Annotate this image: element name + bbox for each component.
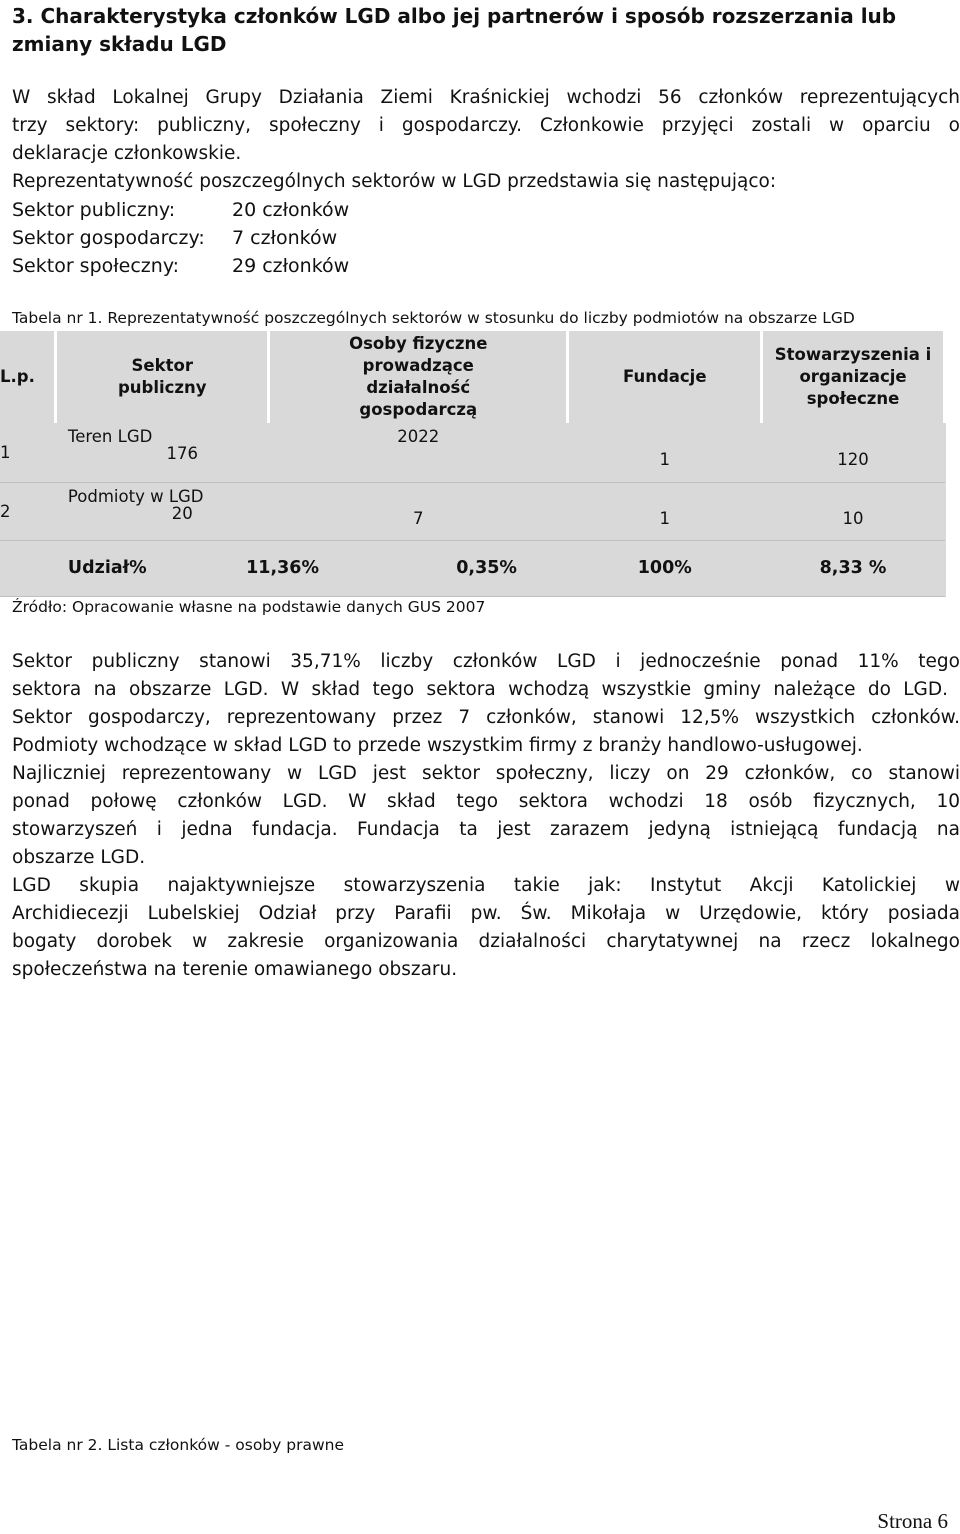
intro-line-4: Reprezentatywność poszczególnych sektorów w LGD przedstawia się następująco: — [12, 171, 777, 192]
header-stowarzyszenia: Stowarzyszenia i organizacje społeczne — [762, 331, 945, 423]
header-osoby-fizyczne: Osoby fizyczne prowadzące działalność gospodarczą — [269, 331, 568, 423]
page-number: Strona 6 — [877, 1509, 948, 1533]
table1-source: Źródło: Opracowanie własne na podstawie danych GUS 2007 — [12, 598, 486, 616]
sector-item: Sektor publiczny: 20 członków — [12, 199, 350, 221]
cell-row-label: Teren LGD 176 — [56, 423, 269, 482]
body-line: Archidiecezji Lubelskiej Odział przy Parafii pw. Św. Mikołaja w Urzędowie, który posiada — [12, 903, 960, 924]
body-line: Najliczniej reprezentowany w LGD jest sektor społeczny, liczy on 29 członków, co stanowi — [12, 763, 960, 784]
section-heading: 3. Charakterystyka członków LGD albo jej partnerów i sposób rozszerzania lub zmiany składu LGD — [12, 4, 897, 56]
intro-line-3: deklaracje członkowskie. — [12, 143, 242, 164]
table-header-row — [0, 331, 945, 423]
cell-osoby: 7 — [269, 482, 568, 540]
representation-table — [0, 331, 946, 597]
header-lp: L.p. — [0, 331, 56, 423]
header-sektor-publiczny: Sektor publiczny — [56, 331, 269, 423]
cell-row-label: Podmioty w LGD 20 — [56, 482, 269, 540]
body-line: sektora na obszarze LGD. W skład tego sektora wchodzą wszystkie gminy należące do LGD. — [12, 679, 948, 700]
body-line: LGD skupia najaktywniejsze stowarzyszenia takie jak: Instytut Akcji Katolickiej w — [12, 875, 960, 896]
body-line: obszarze LGD. — [12, 847, 146, 868]
body-line: Podmioty wchodzące w skład LGD to przede wszystkim firmy z branży handlowo-usługowej. — [12, 735, 863, 756]
cell-stowarzyszenia: 10 — [762, 482, 945, 540]
share-fundacje: 100% — [568, 540, 762, 596]
header-fundacje: Fundacje — [568, 331, 762, 423]
cell-fundacje: 1 — [568, 423, 762, 482]
body-line: bogaty dorobek w zakresie organizowania działalności charytatywnej na rzecz lokalnego — [12, 931, 960, 952]
table-row — [0, 423, 945, 482]
table2-caption: Tabela nr 2. Lista członków - osoby prawne — [12, 1436, 344, 1454]
intro-line-2: trzy sektory: publiczny, społeczny i gospodarczy. Członkowie przyjęci zostali w oparciu o — [12, 115, 960, 136]
sector-item: Sektor społeczny: 29 członków — [12, 255, 350, 277]
cell-stowarzyszenia: 120 — [762, 423, 945, 482]
cell-fundacje: 1 — [568, 482, 762, 540]
share-publiczny: 11,36% — [160, 540, 405, 596]
cell-lp: 2 — [0, 482, 56, 540]
sector-list — [12, 196, 612, 280]
share-osoby: 0,35% — [405, 540, 568, 596]
cell-osoby: 2022 — [269, 423, 568, 482]
intro-line-1: W skład Lokalnej Grupy Działania Ziemi Kraśnickiej wchodzi 56 członków reprezentujących — [12, 87, 960, 108]
cell-lp: 1 — [0, 423, 56, 482]
share-row — [0, 540, 945, 596]
body-line: Sektor publiczny stanowi 35,71% liczby członków LGD i jednocześnie ponad 11% tego — [12, 651, 960, 672]
table1-caption: Tabela nr 1. Reprezentatywność poszczególnych sektorów w stosunku do liczby podmiotów na obszarze LGD — [12, 309, 855, 327]
share-stowarzyszenia: 8,33 % — [762, 540, 945, 596]
body-line: ponad połowę członków LGD. W skład tego sektora wchodzi 18 osób fizycznych, 10 — [12, 791, 960, 812]
body-line: Sektor gospodarczy, reprezentowany przez 7 członków, stanowi 12,5% wszystkich członków. — [12, 707, 960, 728]
body-line: społeczeństwa na terenie omawianego obszaru. — [12, 959, 458, 980]
sector-item: Sektor gospodarczy: 7 członków — [12, 227, 338, 249]
body-line: stowarzyszeń i jedna fundacja. Fundacja ta jest zarazem jedyną istniejącą fundacją na — [12, 819, 960, 840]
table-row — [0, 482, 945, 540]
share-label: Udział% — [56, 540, 160, 596]
